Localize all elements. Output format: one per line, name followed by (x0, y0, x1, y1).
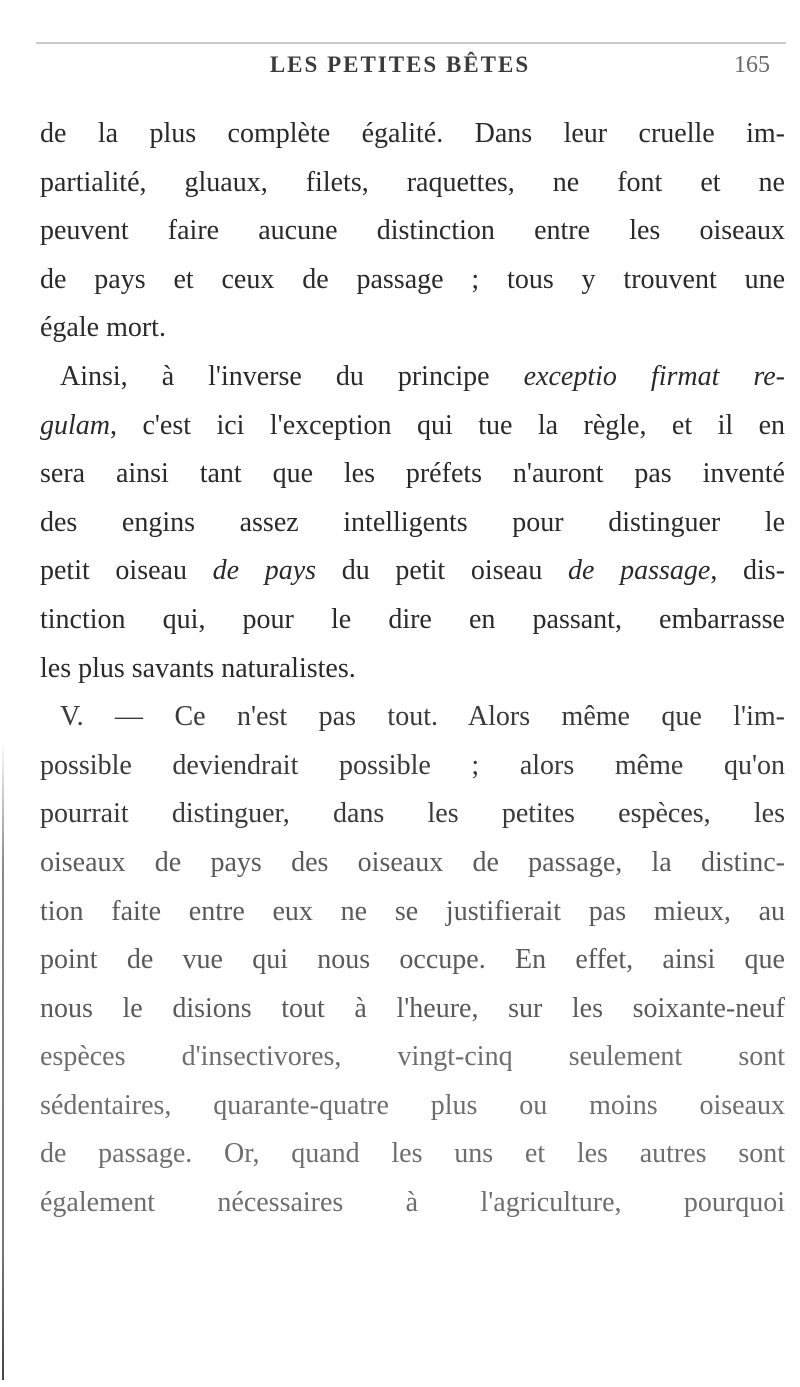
running-title: LES PETITES BÊTES (269, 52, 531, 77)
text-line: V. — Ce n'est pas tout. Alors même que l'im- (60, 701, 785, 733)
text-line: peuvent faire aucune distinction entre les oiseaux (40, 215, 785, 247)
text-line: de la plus complète égalité. Dans leur cruelle im- (40, 118, 785, 149)
text-line: les plus savants naturalistes. (40, 652, 356, 684)
text-line: tion faite entre eux ne se justifierait pas mieux, au (40, 895, 785, 927)
text-line: pourrait distinguer, dans les petites espèces, les (40, 798, 785, 830)
text-line: des engins assez intelligents pour distinguer le (40, 506, 785, 538)
page-number: 165 (734, 52, 770, 78)
text-line: partialité, gluaux, filets, raquettes, ne font et ne (40, 166, 785, 198)
text-line: gulam, c'est ici l'exception qui tue la règle, et il en (40, 409, 785, 441)
running-head (0, 52, 800, 92)
text-line: nous le disions tout à l'heure, sur les soixante-neuf (40, 992, 785, 1024)
text-line: également nécessaires à l'agriculture, pourquoi (40, 1187, 785, 1219)
header-rule (36, 42, 786, 44)
text-line: égale mort. (40, 312, 166, 344)
text-line: sera ainsi tant que les préfets n'auront pas inventé (40, 458, 785, 490)
text-line: Ainsi, à l'inverse du principe exceptio firmat re- (60, 360, 785, 392)
text-line: point de vue qui nous occupe. En effet, ainsi que (40, 944, 785, 976)
text-line: petit oiseau de pays du petit oiseau de passage, dis- (40, 555, 786, 587)
text-line: de passage. Or, quand les uns et les autres sont (40, 1138, 785, 1170)
text-line: oiseaux de pays des oiseaux de passage, la distinc- (40, 846, 785, 878)
body-text (40, 110, 785, 1228)
text-line: sédentaires, quarante-quatre plus ou moins oiseaux (40, 1089, 785, 1121)
page-edge-shadow (2, 740, 4, 1380)
text-line: possible deviendrait possible ; alors même qu'on (40, 749, 785, 781)
text-line: de pays et ceux de passage ; tous y trouvent une (40, 263, 785, 295)
text-line: tinction qui, pour le dire en passant, embarrasse (40, 603, 785, 635)
text-line: espèces d'insectivores, vingt-cinq seulement sont (40, 1041, 785, 1073)
